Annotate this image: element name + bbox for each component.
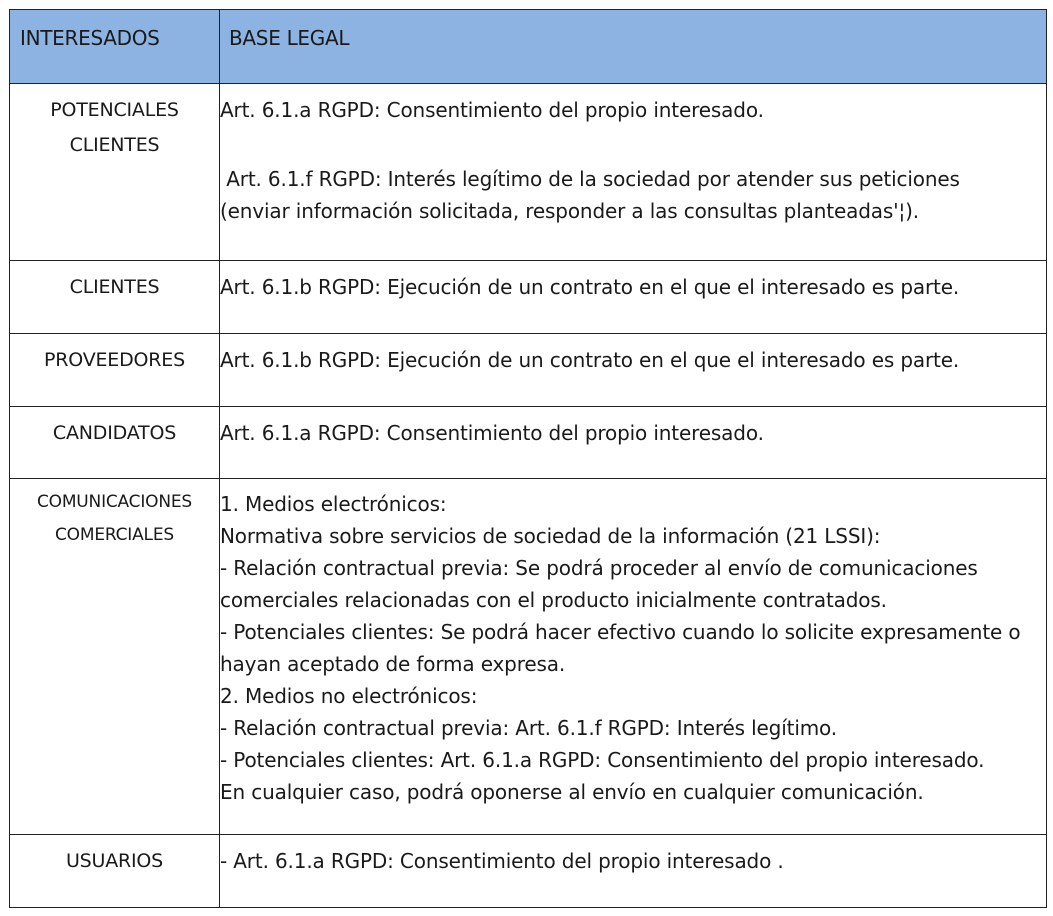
interesado-label: CANDIDATOS [52,422,177,444]
table-row [10,479,1047,835]
base-legal-text: Art. 6.1.a RGPD: Consentimiento del propio interesado. [220,421,764,445]
base-legal-cell [220,835,1047,908]
base-legal-text: - Art. 6.1.a RGPD: Consentimiento del propio interesado . [220,849,784,873]
legal-basis-table [9,9,1047,908]
base-legal-cell [220,334,1047,407]
table-row [10,835,1047,908]
base-legal-text: Art. 6.1.b RGPD: Ejecución de un contrato en el que el interesado es parte. [220,348,960,372]
base-legal-text: hayan aceptado de forma expresa. [220,652,566,676]
header-interesados: INTERESADOS [10,10,220,84]
table-row [10,334,1047,407]
interesado-label: COMERCIALES [55,525,174,545]
interesado-label: PROVEEDORES [44,349,185,371]
interesado-label: POTENCIALES [50,99,179,121]
base-legal-text: Art. 6.1.b RGPD: Ejecución de un contrato en el que el interesado es parte. [220,275,960,299]
base-legal-text: Art. 6.1.a RGPD: Consentimiento del propio interesado. [220,98,764,122]
base-legal-text: 1. Medios electrónicos: [220,492,447,516]
interesado-cell [10,479,220,835]
table-row [10,84,1047,261]
interesado-label: COMUNICACIONES [36,492,192,512]
base-legal-cell [220,407,1047,479]
interesado-cell [10,334,220,407]
base-legal-cell [220,84,1047,261]
table-row [10,407,1047,479]
interesado-cell [10,835,220,908]
interesado-cell [10,84,220,261]
base-legal-cell [220,479,1047,835]
table-row [10,261,1047,334]
base-legal-text: En cualquier caso, podrá oponerse al envío en cualquier comunicación. [220,780,924,804]
base-legal-text: Normativa sobre servicios de sociedad de la información (21 LSSI): [220,524,881,548]
base-legal-text: 2. Medios no electrónicos: [220,684,478,708]
base-legal-text: - Relación contractual previa: Se podrá proceder al envío de comunicaciones [220,556,978,580]
base-legal-text: - Potenciales clientes: Se podrá hacer efectivo cuando lo solicite expresamente o [220,620,1021,644]
base-legal-text: - Potenciales clientes: Art. 6.1.a RGPD: Consentimiento del propio interesado. [220,748,985,772]
base-legal-text: comerciales relacionadas con el producto inicialmente contratados. [220,588,887,612]
header-base-legal: BASE LEGAL [220,10,1047,84]
base-legal-cell [220,261,1047,334]
interesado-cell [10,261,220,334]
interesado-label: CLIENTES [69,276,160,298]
table-header-row [10,10,1047,84]
interesado-label: USUARIOS [65,850,164,872]
interesado-cell [10,407,220,479]
base-legal-text: Art. 6.1.f RGPD: Interés legítimo de la sociedad por atender sus peticiones [220,167,960,191]
base-legal-text: (enviar información solicitada, responder a las consultas planteadas'¦). [220,199,919,223]
base-legal-text: - Relación contractual previa: Art. 6.1.f RGPD: Interés legítimo. [220,716,837,740]
interesado-label: CLIENTES [69,134,160,156]
